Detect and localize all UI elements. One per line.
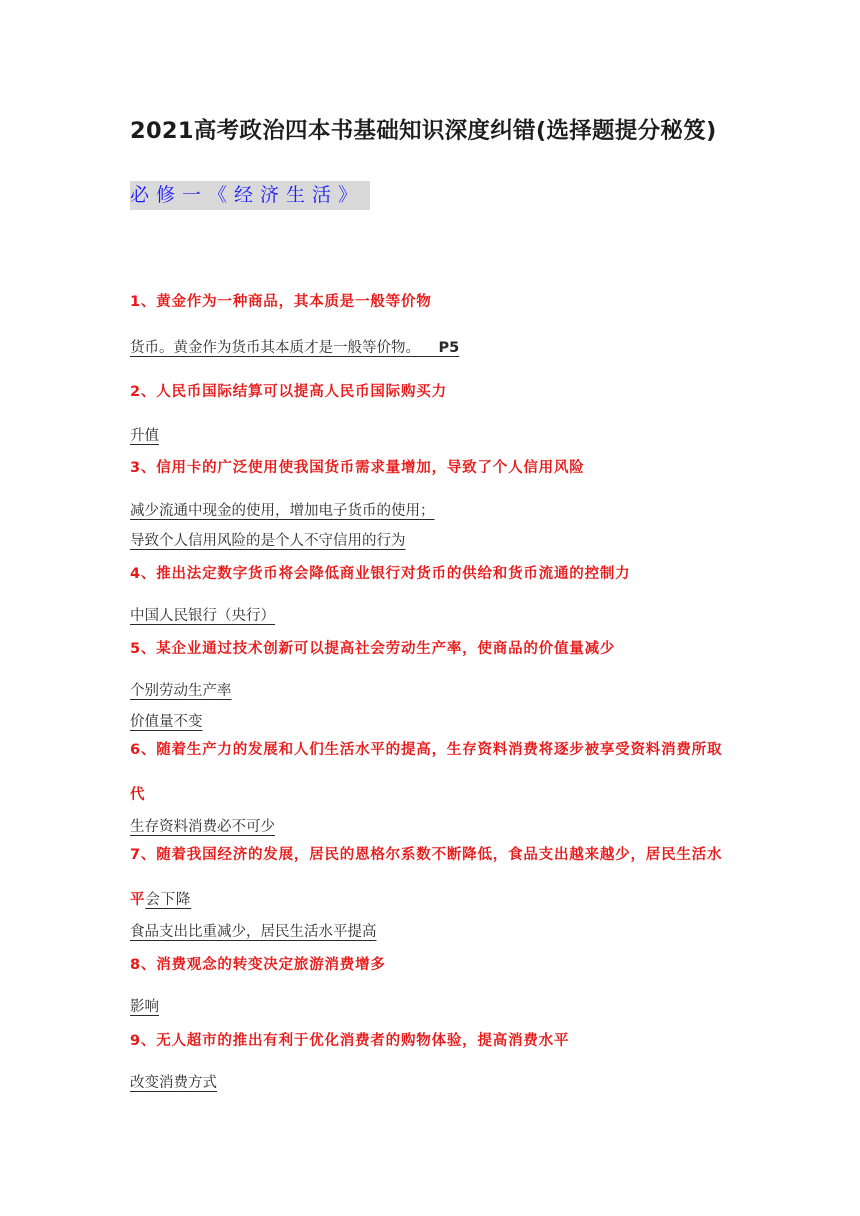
- answer-6: 生存资料消费必不可少: [130, 819, 275, 835]
- question-9: 9、无人超市的推出有利于优化消费者的购物体验，提高消费水平: [130, 1033, 570, 1049]
- document-title: 2021高考政治四本书基础知识深度纠错(选择题提分秘笈): [130, 118, 717, 144]
- question-7-text: 7、随着我国经济的发展，居民的恩格尔系数不断降低，食品支出越来越少，居民生活水平: [130, 847, 723, 908]
- answer-3b: 导致个人信用风险的是个人不守信用的行为: [130, 533, 406, 549]
- question-5: 5、某企业通过技术创新可以提高社会劳动生产率，使商品的价值量减少: [130, 641, 616, 657]
- answer-4: 中国人民银行（央行）: [130, 608, 275, 624]
- question-3: 3、信用卡的广泛使用使我国货币需求量增加，导致了个人信用风险: [130, 460, 585, 476]
- answer-5b: 价值量不变: [130, 714, 203, 730]
- answer-5a: 个别劳动生产率: [130, 683, 232, 699]
- answer-9: 改变消费方式: [130, 1075, 217, 1091]
- question-7: [130, 833, 735, 923]
- page-reference: P5: [438, 340, 460, 356]
- answer-3a: 减少流通中现金的使用，增加电子货币的使用；: [130, 503, 435, 519]
- answer-2: 升值: [130, 428, 159, 444]
- question-6: 6、随着生产力的发展和人们生活水平的提高，生存资料消费将逐步被享受资料消费所取代: [130, 742, 723, 803]
- answer-1: [130, 336, 459, 357]
- answer-1-text: 货币。黄金作为货币其本质才是一般等价物。: [130, 340, 420, 356]
- document-page: [130, 110, 740, 210]
- question-7-underlined: 会下降: [145, 892, 192, 908]
- answer-7: 食品支出比重减少，居民生活水平提高: [130, 924, 377, 940]
- question-1: 1、黄金作为一种商品，其本质是一般等价物: [130, 294, 432, 310]
- question-8: 8、消费观念的转变决定旅游消费增多: [130, 957, 386, 973]
- question-4: 4、推出法定数字货币将会降低商业银行对货币的供给和货币流通的控制力: [130, 566, 631, 582]
- question-2: 2、人民币国际结算可以提高人民币国际购买力: [130, 384, 447, 400]
- section-heading: 必修一《经济生活》: [130, 181, 370, 210]
- answer-8: 影响: [130, 999, 159, 1015]
